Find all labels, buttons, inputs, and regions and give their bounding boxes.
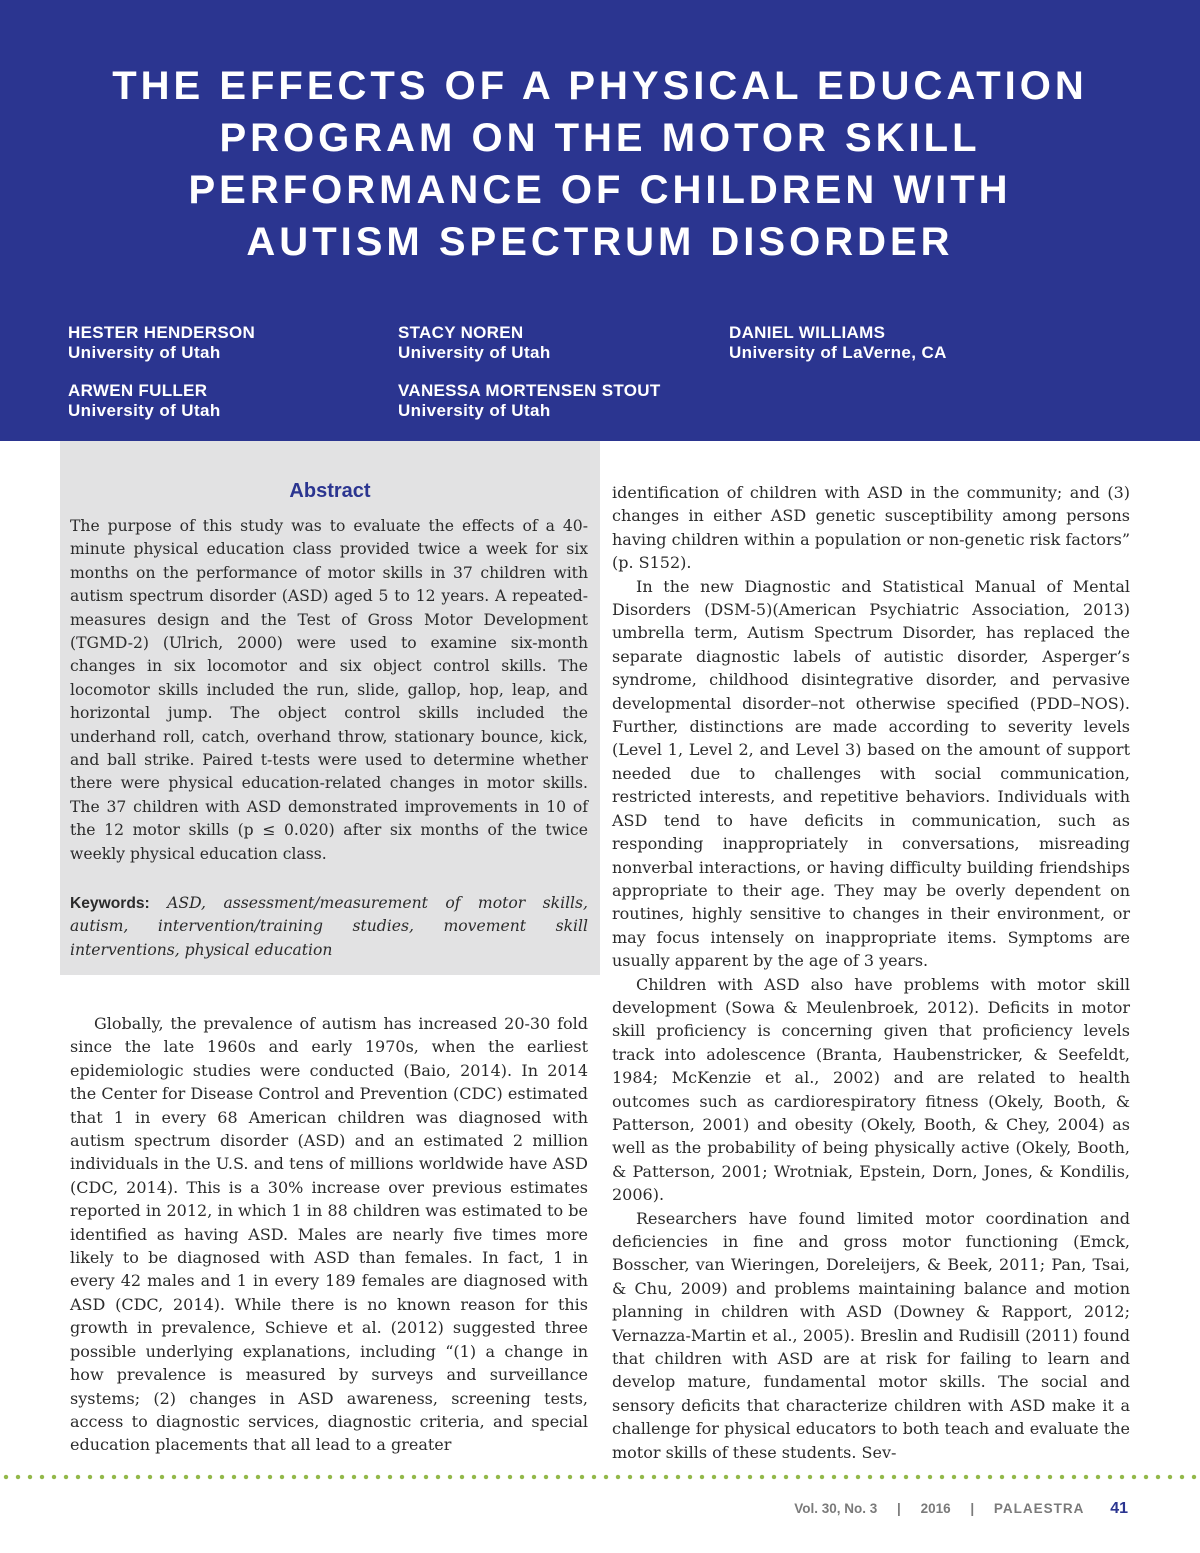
body-paragraph: Children with ASD also have problems with motor skill development (Sowa & Meulenbroek, 2012). Deficits in motor skill proficiency is concerning given that proficiency levels track into adolescence (Branta, Haubenstricker, & Seefeldt, 1984; McKenzie et al., 2002) and are related to health outcomes such as cardiorespiratory fitness (Okely, Booth, & Patterson, 2001) and obesity (Okely, Booth, & Chey, 2004) as well as the probability of being physically active (Okely, Booth, & Patterson, 2001; Wrotniak, Epstein, Dorn, Jones, & Kondilis, 2006). <box>612 974 1130 1205</box>
footer-volume: Vol. 30, No. 3 <box>794 1501 878 1516</box>
left-column-body <box>70 1012 588 1457</box>
footer-journal: PALAESTRA <box>993 1501 1085 1516</box>
title-line: AUTISM SPECTRUM DISORDER <box>246 220 954 264</box>
title-line: PROGRAM ON THE MOTOR SKILL <box>219 116 981 160</box>
author-name: DANIEL WILLIAMS <box>729 323 886 342</box>
footer-separator: | <box>970 1501 975 1516</box>
title-line: THE EFFECTS OF A PHYSICAL EDUCATION <box>112 64 1088 108</box>
title-banner <box>0 0 1200 441</box>
body-paragraph: In the new Diagnostic and Statistical Manual of Mental Disorders (DSM-5)(American Psychiatric Association, 2013) umbrella term, Autism Spectrum Disorder, has replaced the separate diagnostic labels of autistic disorder, Asperger’s syndrome, childhood disintegrative disorder, and pervasive developmental disorder–not otherwise specified (PDD–NOS). Further, distinctions are made according to severity levels (Level 1, Level 2, and Level 3) based on the amount of support needed due to challenges with social communication, restricted interests, and repetitive behaviors. Individuals with ASD tend to have deficits in communication, such as responding inappropriately in conversations, misreading nonverbal interactions, or having difficulty building friendships appropriate to their age. They may be overly dependent on routines, highly sensitive to changes in their environment, or may focus intensely on inappropriate items. Symptoms are usually apparent by the age of 3 years. <box>612 576 1130 971</box>
keywords-text: ASD, assessment/measurement of motor skills, autism, intervention/training studies, movement skill interventions, physical education <box>70 894 589 959</box>
page-number: 41 <box>1110 1500 1128 1517</box>
author-affiliation: University of Utah <box>398 343 551 362</box>
author-block <box>398 323 551 363</box>
author-block <box>68 323 255 363</box>
body-paragraph: identification of children with ASD in the community; and (3) changes in either ASD genetic susceptibility among persons having children within a population or non-genetic risk factors” (p. S152). <box>612 483 1130 573</box>
author-affiliation: University of Utah <box>68 343 221 362</box>
title-line: PERFORMANCE OF CHILDREN WITH <box>188 168 1012 212</box>
page-footer <box>794 1500 1128 1518</box>
body-paragraph: Globally, the prevalence of autism has increased 20-30 fold since the late 1960s and early 1970s, when the earliest epidemiologic studies were conducted (Baio, 2014). In 2014 the Center for Disease Control and Prevention (CDC) estimated that 1 in every 68 American children was diagnosed with autism spectrum disorder (ASD) and an estimated 2 million individuals in the U.S. and tens of millions worldwide have ASD (CDC, 2014). This is a 30% increase over previous estimates reported in 2012, in which 1 in 88 children was estimated to be identified as having ASD. Males are nearly five times more likely to be diagnosed with ASD than females. In fact, 1 in every 42 males and 1 in every 189 females are diagnosed with ASD (CDC, 2014). While there is no known reason for this growth in prevalence, Schieve et al. (2012) suggested three possible underlying explanations, including “(1) a change in how prevalence is measured by surveys and surveillance systems; (2) changes in ASD awareness, screening tests, access to diagnostic services, diagnostic criteria, and special education placements that all lead to a greater <box>70 1014 588 1455</box>
author-affiliation: University of Utah <box>398 401 551 420</box>
footer-separator: | <box>897 1501 901 1516</box>
author-block <box>398 381 661 421</box>
author-name: ARWEN FULLER <box>68 381 208 400</box>
footer-year: 2016 <box>920 1501 951 1516</box>
author-name: VANESSA MORTENSEN STOUT <box>398 381 661 400</box>
author-block <box>68 381 221 421</box>
article-title <box>40 60 1160 268</box>
right-column-body <box>612 481 1130 1464</box>
keywords-paragraph <box>70 892 588 962</box>
author-block <box>729 323 947 363</box>
author-name: HESTER HENDERSON <box>68 323 256 342</box>
keywords <box>70 892 588 962</box>
dotted-divider <box>0 1474 1200 1480</box>
body-paragraph: Researchers have found limited motor coordination and deficiencies in fine and gross motor functioning (Emck, Bosscher, van Wieringen, Doreleijers, & Beek, 2011; Pan, Tsai, & Chu, 2009) and problems maintaining balance and motion planning in children with ASD (Downey & Rapport, 2012; Vernazza-Martin et al., 2005). Breslin and Rudisill (2011) found that children with ASD are at risk for failing to learn and develop mature, fundamental motor skills. The social and sensory deficits that characterize children with ASD make it a challenge for physical educators to both teach and evaluate the motor skills of these students. Sev- <box>612 1208 1130 1462</box>
author-affiliation: University of Utah <box>68 401 221 420</box>
abstract-paragraph: The purpose of this study was to evaluate the effects of a 40-minute physical education class provided twice a week for six months on the performance of motor skills in 37 children with autism spectrum disorder (ASD) aged 5 to 12 years. A repeated-measures design and the Test of Gross Motor Development (TGMD-2) (Ulrich, 2000) were used to examine six-month changes in six locomotor and six object control skills. The locomotor skills included the run, slide, gallop, hop, leap, and horizontal jump. The object control skills included the underhand roll, catch, overhand throw, stationary bounce, kick, and ball strike. Paired t-tests were used to determine whether there were physical education-related changes in motor skills. The 37 children with ASD demonstrated improvements in 10 of the 12 motor skills (p ≤ 0.020) after six months of the twice weekly physical education class. <box>70 517 588 863</box>
keywords-label: Keywords: <box>70 895 150 912</box>
author-name: STACY NOREN <box>398 323 524 342</box>
abstract-body <box>70 515 588 866</box>
author-affiliation: University of LaVerne, CA <box>729 343 947 362</box>
abstract-heading: Abstract <box>289 480 371 502</box>
